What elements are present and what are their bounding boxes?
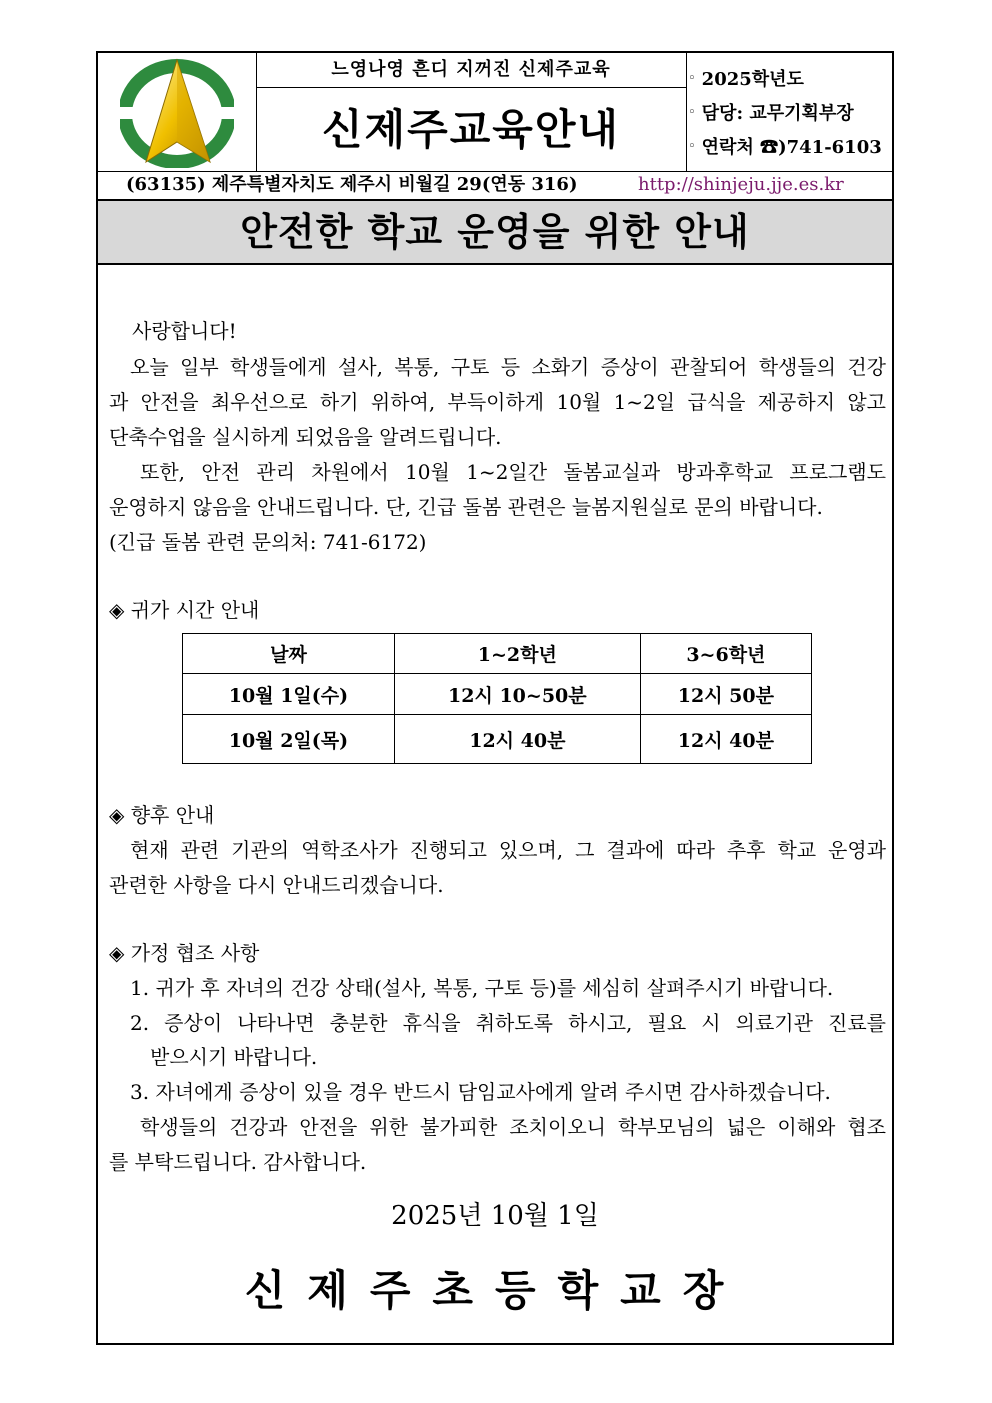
- bullet-icon: ◦: [688, 139, 696, 154]
- school-website-link[interactable]: http://shinjeju.jje.es.kr: [638, 174, 844, 195]
- section-heading-future: ◈ 향후 안내: [109, 803, 215, 827]
- department: 담당: 교무기획부장: [701, 103, 854, 124]
- paragraph-2-line-3: (긴급 돌봄 관련 문의처: 741-6172): [109, 530, 427, 554]
- address-row: [98, 171, 892, 201]
- closing-line-2: 를 부탁드립니다. 감사합니다.: [109, 1150, 367, 1174]
- logo-cell: [98, 53, 257, 171]
- paragraph-1-line-1: 오늘 일부 학생들에게 설사, 복통, 구토 등 소화기 증상이 관찰되어 학생들의 건강: [130, 355, 886, 379]
- paragraph-2-line-1: 또한, 안전 관리 차원에서 10월 1~2일간 돌봄교실과 방과후학교 프로그램도: [140, 460, 886, 484]
- document-date: 2025년 10월 1일: [391, 1201, 599, 1231]
- info-cell: [686, 53, 892, 171]
- table-cell: 12시 40분: [394, 715, 640, 764]
- paragraph-2-line-2: 운영하지 않음을 안내드립니다. 단, 긴급 돌봄 관련은 늘봄지원실로 문의 바랍니다.: [109, 495, 823, 519]
- dismissal-schedule-table: [182, 633, 812, 764]
- bullet-icon: ◦: [688, 105, 696, 120]
- newsletter-title: 신제주교육안내: [321, 105, 620, 154]
- table-header-cell: 날짜: [183, 634, 395, 674]
- table-cell: 12시 40분: [640, 715, 811, 764]
- bullet-icon: ◦: [688, 71, 696, 86]
- greeting: 사랑합니다!: [132, 319, 237, 343]
- paragraph-1-line-3: 단축수업을 실시하게 되었음을 알려드립니다.: [109, 425, 502, 449]
- school-year: 2025학년도: [701, 69, 804, 90]
- contact-line: [688, 133, 882, 159]
- newsletter-header: [98, 53, 892, 172]
- closing-line-1: 학생들의 건강과 안전을 위한 불가피한 조치이오니 학부모님의 넓은 이해와 협조: [140, 1115, 886, 1139]
- table-cell: 10월 1일(수): [183, 674, 395, 715]
- future-line-1: 현재 관련 기관의 역학조사가 진행되고 있으며, 그 결과에 따라 추후 학교 운영과: [130, 838, 886, 862]
- department-line: [688, 99, 854, 125]
- paragraph-1-line-2: 과 안전을 최우선으로 하기 위하여, 부득이하게 10월 1~2일 급식을 제공하지 않고: [109, 390, 886, 414]
- notice-title: 안전한 학교 운영을 위한 안내: [98, 201, 892, 265]
- cooperation-item-1: 1. 귀가 후 자녀의 건강 상태(설사, 복통, 구토 등)를 세심히 살펴주시기 바랍니다.: [130, 976, 834, 1000]
- contact: 연락처 ☎)741-6103: [701, 137, 882, 158]
- table-cell: 10월 2일(목): [183, 715, 395, 764]
- table-cell: 12시 10~50분: [394, 674, 640, 715]
- table-header-cell: 1~2학년: [394, 634, 640, 674]
- cooperation-item-2-line-1: 2. 증상이 나타나면 충분한 휴식을 취하도록 하시고, 필요 시 의료기관 진료를: [130, 1011, 886, 1035]
- section-heading-home-cooperation: ◈ 가정 협조 사항: [109, 941, 260, 965]
- principal-signature: 신제주초등학교장: [244, 1266, 746, 1315]
- section-heading-dismissal: ◈ 귀가 시간 안내: [109, 598, 260, 622]
- school-address: (63135) 제주특별자치도 제주시 비월길 29(연동 316): [126, 174, 578, 195]
- table-row: [183, 715, 812, 764]
- title-cell: [256, 53, 687, 171]
- future-line-2: 관련한 사항을 다시 안내드리겠습니다.: [109, 873, 444, 897]
- table-header-row: [183, 634, 812, 674]
- school-logo-icon: [120, 58, 234, 168]
- document-frame: [96, 51, 894, 1345]
- cooperation-item-2-line-2: 받으시기 바랍니다.: [150, 1045, 318, 1069]
- school-year-line: [688, 65, 804, 91]
- cooperation-item-3: 3. 자녀에게 증상이 있을 경우 반드시 담임교사에게 알려 주시면 감사하겠습니다.: [130, 1080, 831, 1104]
- table-cell: 12시 50분: [640, 674, 811, 715]
- table-header-cell: 3~6학년: [640, 634, 811, 674]
- school-motto: 느영나영 흔디 지꺼진 신제주교육: [256, 53, 686, 88]
- table-row: [183, 674, 812, 715]
